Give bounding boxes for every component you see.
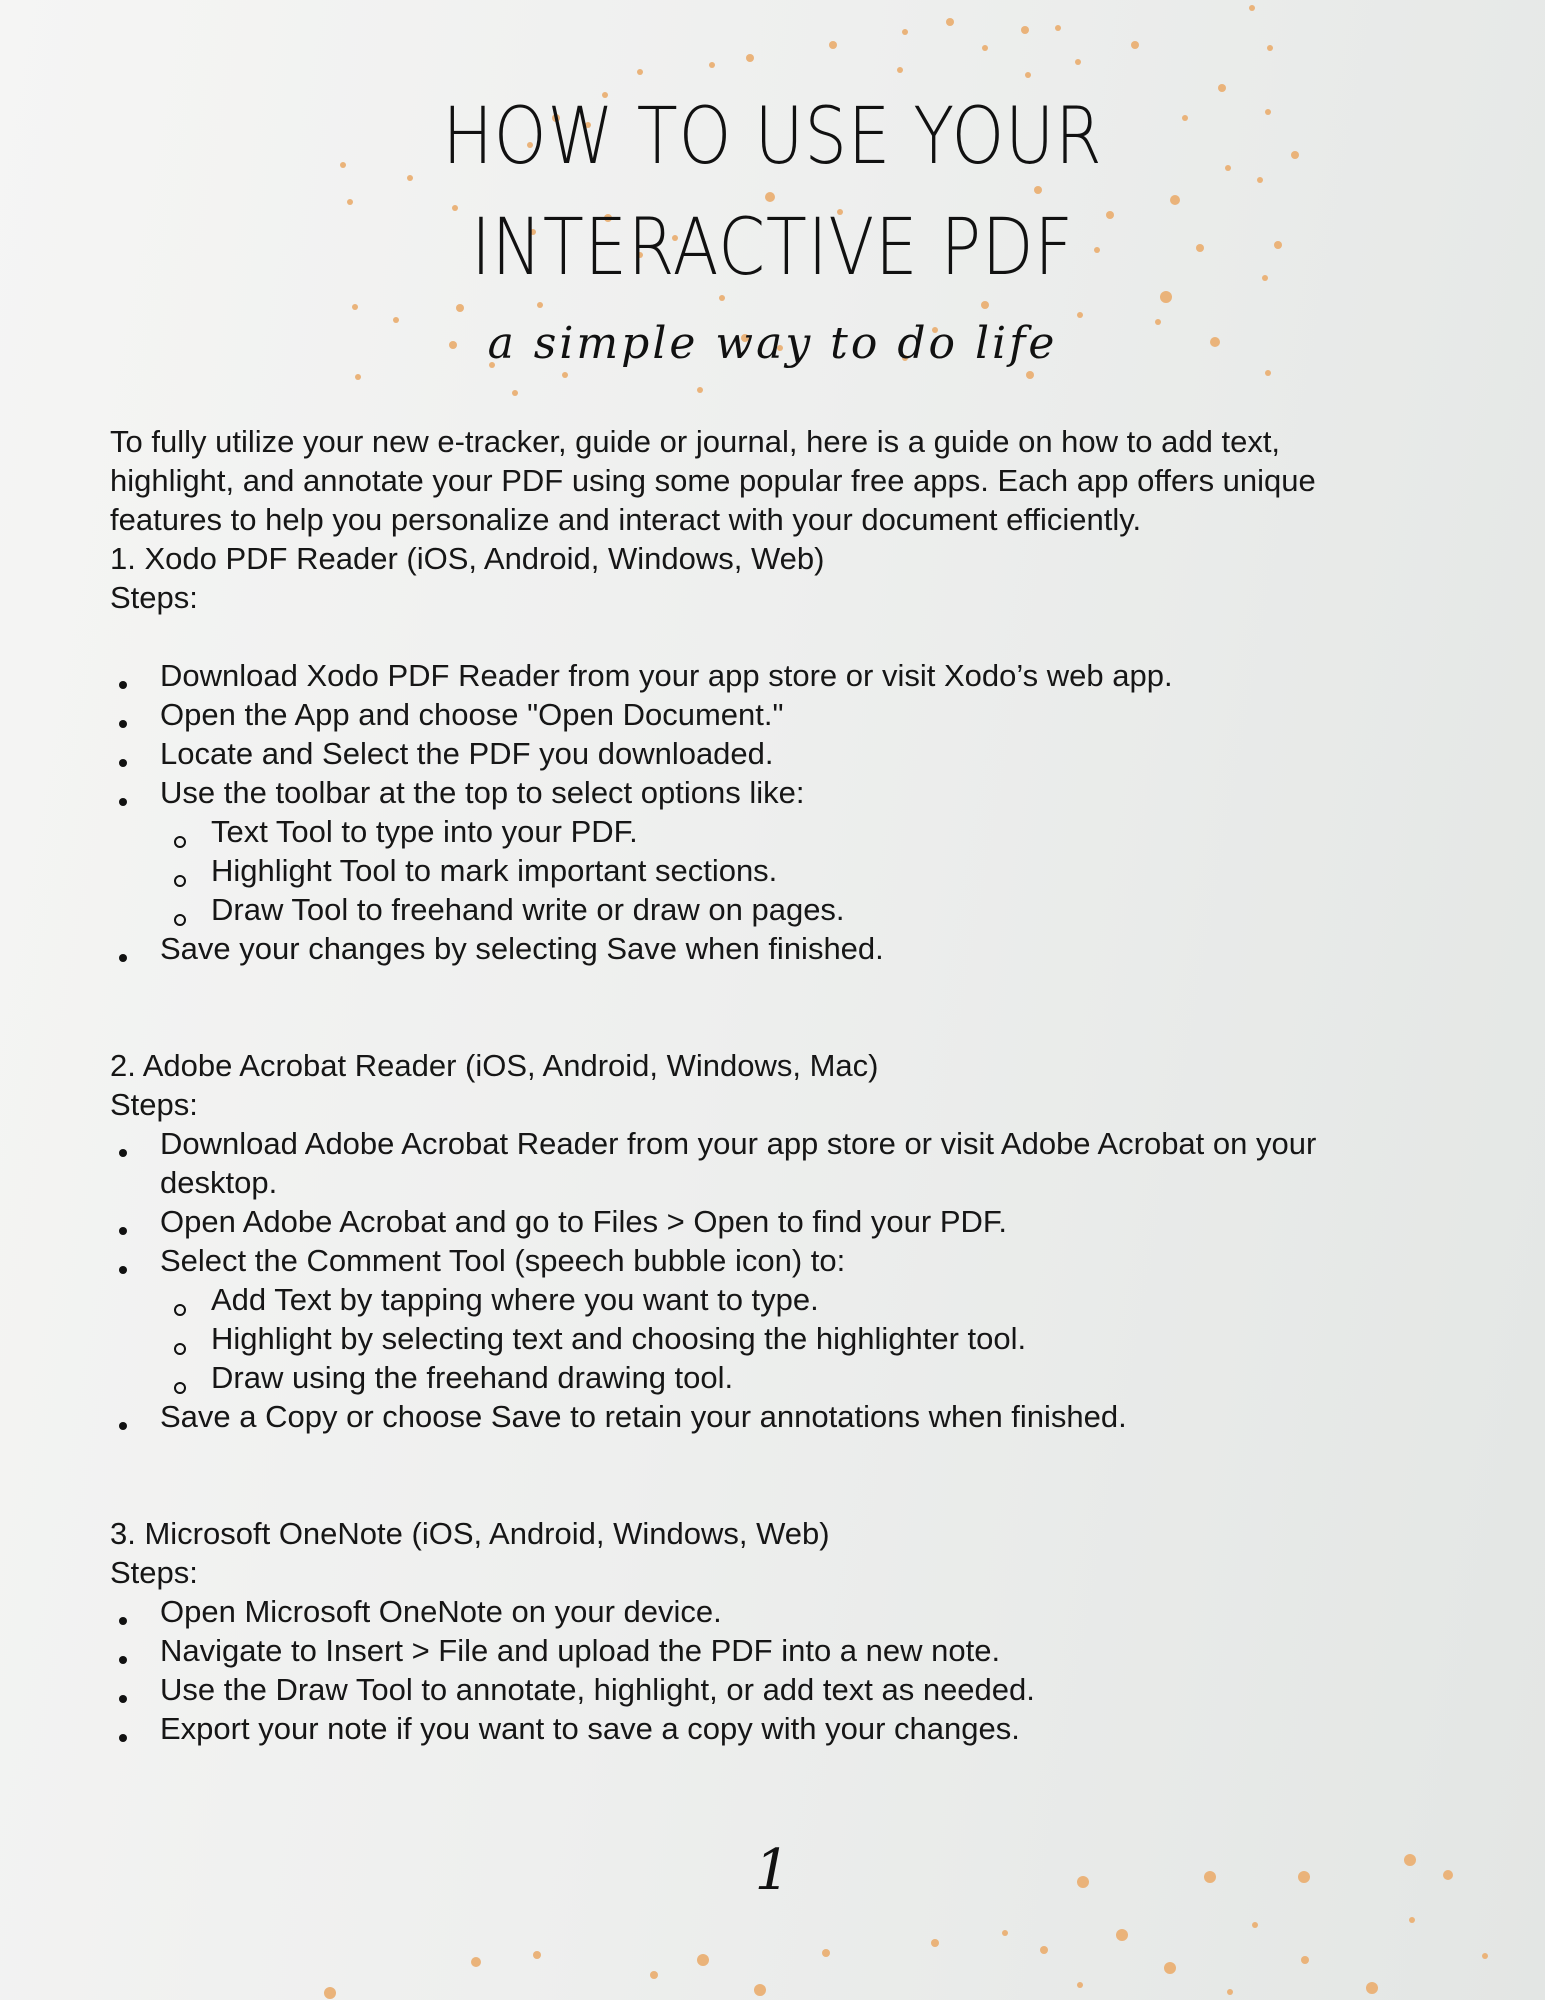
list-item: Navigate to Insert > File and upload the PDF into a new note. <box>110 1631 1440 1670</box>
list-item: Use the Draw Tool to annotate, highlight, or add text as needed. <box>110 1670 1440 1709</box>
steps-list <box>110 656 1440 968</box>
decorative-dot <box>1366 1982 1378 1994</box>
list-item: Highlight Tool to mark important sections. <box>160 851 1440 890</box>
bullet-icon <box>119 954 127 962</box>
list-item: Locate and Select the PDF you downloaded. <box>110 734 1440 773</box>
decorative-dot <box>719 295 725 301</box>
bullet-icon <box>119 1656 127 1664</box>
circle-bullet-icon <box>174 1343 186 1355</box>
page-subtitle: a simple way to do life <box>487 318 1058 369</box>
decorative-dot <box>324 1987 336 1999</box>
decorative-dot <box>1252 1922 1258 1928</box>
decorative-dot <box>1164 1962 1176 1974</box>
decorative-dot <box>637 69 643 75</box>
decorative-dot <box>355 374 361 380</box>
list-item: Save your changes by selecting Save when finished. <box>110 929 1440 968</box>
decorative-dot <box>1301 1956 1309 1964</box>
decorative-dot <box>1265 370 1271 376</box>
list-item: Open Adobe Acrobat and go to Files > Open to find your PDF. <box>110 1202 1440 1241</box>
decorative-dot <box>1026 371 1034 379</box>
bullet-icon <box>119 1422 127 1430</box>
decorative-dot <box>982 45 988 51</box>
decorative-dot <box>1409 1917 1415 1923</box>
steps-list <box>110 1124 1440 1436</box>
circle-bullet-icon <box>174 1304 186 1316</box>
circle-bullet-icon <box>174 1382 186 1394</box>
steps-label: Steps: <box>110 1087 198 1122</box>
circle-bullet-icon <box>174 914 186 926</box>
list-item: Text Tool to type into your PDF. <box>160 812 1440 851</box>
bullet-icon <box>119 798 127 806</box>
circle-bullet-icon <box>174 875 186 887</box>
decorative-dot <box>1218 84 1226 92</box>
bullet-icon <box>119 1266 127 1274</box>
decorative-dot <box>471 1957 481 1967</box>
section-onenote <box>110 1514 1440 1748</box>
list-item: Add Text by tapping where you want to type. <box>160 1280 1440 1319</box>
decorative-dot <box>1021 26 1029 34</box>
bullet-icon <box>119 1227 127 1235</box>
section-heading: 3. Microsoft OneNote (iOS, Android, Windows, Web) <box>110 1516 830 1551</box>
decorative-dot <box>1227 1989 1233 1995</box>
decorative-dot <box>697 387 703 393</box>
list-item: Draw Tool to freehand write or draw on pages. <box>160 890 1440 929</box>
bullet-icon <box>119 720 127 728</box>
decorative-dot <box>456 304 464 312</box>
decorative-dot <box>562 372 568 378</box>
decorative-dot <box>1131 41 1139 49</box>
bullet-icon <box>119 1617 127 1625</box>
page-title-line-1: HOW TO USE YOUR <box>442 92 1103 182</box>
decorative-dot <box>1249 5 1255 11</box>
list-item: Highlight by selecting text and choosing the highlighter tool. <box>160 1319 1440 1358</box>
decorative-dot <box>1116 1929 1128 1941</box>
section-heading: 1. Xodo PDF Reader (iOS, Android, Windows, Web) <box>110 541 825 576</box>
decorative-dot <box>746 54 754 62</box>
decorative-dot <box>352 304 358 310</box>
decorative-dot <box>1055 25 1061 31</box>
decorative-dot <box>512 390 518 396</box>
circle-bullet-icon <box>174 836 186 848</box>
list-item: Export your note if you want to save a copy with your changes. <box>110 1709 1440 1748</box>
steps-label: Steps: <box>110 1555 198 1590</box>
decorative-dot <box>1002 1930 1008 1936</box>
decorative-dot <box>829 41 837 49</box>
bullet-icon <box>119 1149 127 1157</box>
steps-list <box>110 1592 1440 1748</box>
decorative-dot <box>697 1954 709 1966</box>
list-item: Open Microsoft OneNote on your device. <box>110 1592 1440 1631</box>
decorative-dot <box>1482 1953 1488 1959</box>
decorative-dot <box>1025 72 1031 78</box>
decorative-dot <box>650 1971 658 1979</box>
decorative-dot <box>765 192 775 202</box>
page-number: 1 <box>754 1838 791 1903</box>
steps-label: Steps: <box>110 580 198 615</box>
decorative-dot <box>1075 59 1081 65</box>
list-item: Download Adobe Acrobat Reader from your app store or visit Adobe Acrobat on your desktop. <box>110 1124 1440 1202</box>
decorative-dot <box>1267 45 1273 51</box>
bullet-icon <box>119 681 127 689</box>
list-item: Save a Copy or choose Save to retain your annotations when finished. <box>110 1397 1440 1436</box>
substeps-list <box>160 812 1440 929</box>
decorative-dot <box>897 67 903 73</box>
section-xodo <box>110 539 1440 968</box>
list-item: Select the Comment Tool (speech bubble icon) to: Add Text by tapping where you want to type. Highlight by selecting text and choosing the highlighter tool. Draw using the freehand drawing tool. <box>110 1241 1440 1397</box>
decorative-dot <box>1034 186 1042 194</box>
document-body <box>110 422 1440 1748</box>
decorative-dot <box>946 18 954 26</box>
list-item: Use the toolbar at the top to select options like: Text Tool to type into your PDF. Highlight Tool to mark important sections. Draw Tool to freehand write or draw on pages. <box>110 773 1440 929</box>
decorative-dot <box>931 1939 939 1947</box>
decorative-dot <box>981 301 989 309</box>
section-heading: 2. Adobe Acrobat Reader (iOS, Android, Windows, Mac) <box>110 1048 879 1083</box>
intro-paragraph: To fully utilize your new e-tracker, guide or journal, here is a guide on how to add text, highlight, and annotate your PDF using some popular free apps. Each app offers unique features to help you personalize and interact with your document efficiently. <box>110 424 1316 537</box>
list-item: Open the App and choose "Open Document." <box>110 695 1440 734</box>
list-item: Download Xodo PDF Reader from your app store or visit Xodo’s web app. <box>110 656 1440 695</box>
list-item: Draw using the freehand drawing tool. <box>160 1358 1440 1397</box>
decorative-dot <box>902 29 908 35</box>
decorative-dot <box>1040 1946 1048 1954</box>
page-title-line-2: INTERACTIVE PDF <box>471 203 1074 293</box>
decorative-dot <box>537 302 543 308</box>
bullet-icon <box>119 1734 127 1742</box>
decorative-dot <box>533 1951 541 1959</box>
decorative-dot <box>709 62 715 68</box>
bullet-icon <box>119 1695 127 1703</box>
decorative-dot <box>822 1949 830 1957</box>
substeps-list <box>160 1280 1440 1397</box>
decorative-dot <box>754 1984 766 1996</box>
decorative-dot <box>1077 1982 1083 1988</box>
bullet-icon <box>119 759 127 767</box>
section-adobe-acrobat <box>110 1046 1440 1436</box>
